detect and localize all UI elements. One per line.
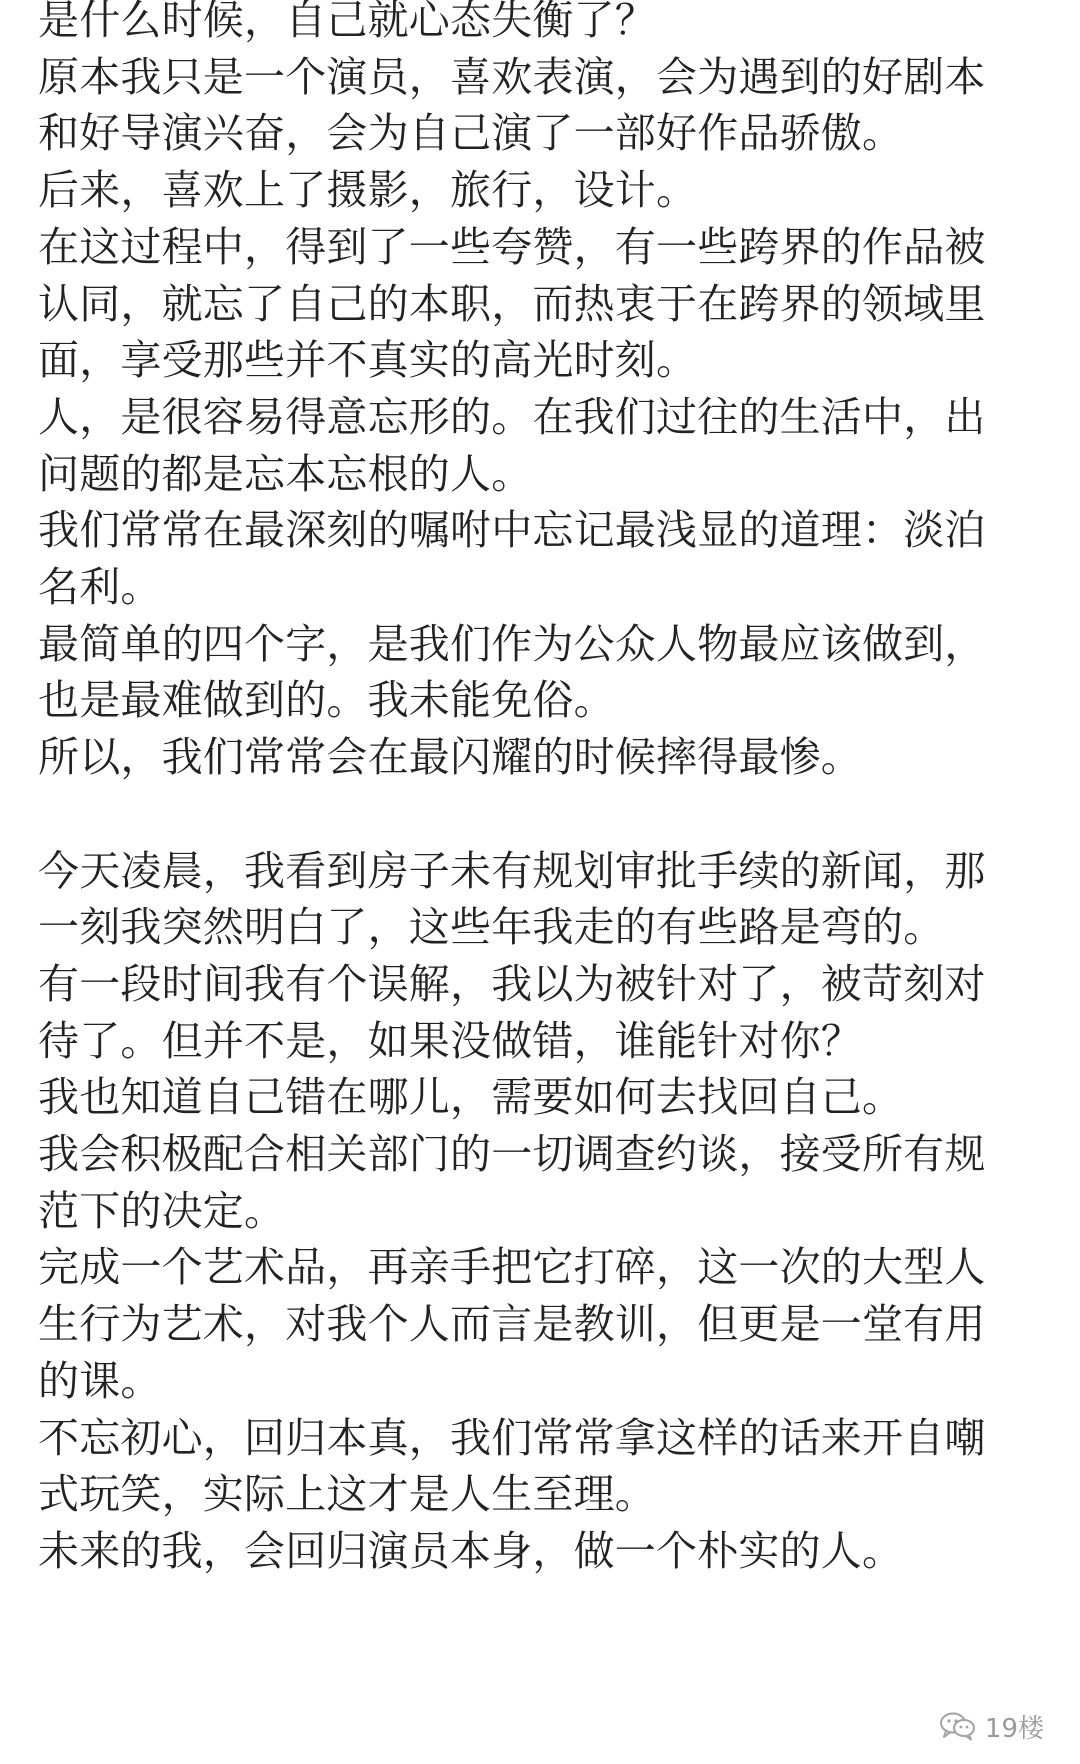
text-line: 名利。 <box>38 563 162 611</box>
text-line: 认同，就忘了自己的本职，而热衷于在跨界的领域里 <box>38 279 986 328</box>
text-line: 和好导演兴奋，会为自己演了一部好作品骄傲。 <box>38 109 904 158</box>
text-line: 完成一个艺术品，再亲手把它打碎，这一次的大型人 <box>38 1243 986 1292</box>
text-line: 不忘初心，回归本真，我们常常拿这样的话来开自嘲 <box>38 1413 986 1462</box>
wechat-icon <box>939 1711 977 1741</box>
text-line: 是什么时候，自己就心态失衡了？ <box>38 0 656 44</box>
text-line: 我会积极配合相关部门的一切调查约谈，接受所有规 <box>38 1130 986 1178</box>
watermark <box>939 1705 1044 1747</box>
watermark-label: 19楼 <box>984 1713 1044 1744</box>
text-line: 问题的都是忘本忘根的人。 <box>38 449 533 498</box>
text-line: 最简单的四个字，是我们作为公众人物最应该做到， <box>38 619 986 668</box>
text-line: 也是最难做到的。我未能免俗。 <box>38 676 615 725</box>
text-line: 范下的决定。 <box>38 1186 286 1235</box>
text-line: 的课。 <box>38 1356 162 1405</box>
text-line: 今天凌晨，我看到房子未有规划审批手续的新闻，那 <box>38 846 986 895</box>
text-line: 在这过程中，得到了一些夸赞，有一些跨界的作品被 <box>38 222 986 271</box>
text-line: 人，是很容易得意忘形的。在我们过往的生活中，出 <box>38 392 986 441</box>
text-line: 式玩笑，实际上这才是人生至理。 <box>38 1470 656 1519</box>
text-line: 原本我只是一个演员，喜欢表演，会为遇到的好剧本 <box>38 52 986 101</box>
text-line: 所以，我们常常会在最闪耀的时候摔得最惨。 <box>38 733 862 782</box>
text-line: 一刻我突然明白了，这些年我走的有些路是弯的。 <box>38 903 945 952</box>
text-line: 待了。但并不是，如果没做错，谁能针对你？ <box>38 1016 862 1065</box>
text-line: 有一段时间我有个误解，我以为被针对了，被苛刻对 <box>38 959 986 1008</box>
text-line: 我们常常在最深刻的嘱咐中忘记最浅显的道理：淡泊 <box>38 506 986 555</box>
text-line: 面，享受那些并不真实的高光时刻。 <box>38 336 698 385</box>
text-line: 未来的我，会回归演员本身，做一个朴实的人。 <box>38 1526 904 1575</box>
text-line: 生行为艺术，对我个人而言是教训，但更是一堂有用 <box>38 1300 986 1349</box>
text-line: 后来，喜欢上了摄影，旅行，设计。 <box>38 166 698 215</box>
text-line: 我也知道自己错在哪儿，需要如何去找回自己。 <box>38 1073 904 1122</box>
